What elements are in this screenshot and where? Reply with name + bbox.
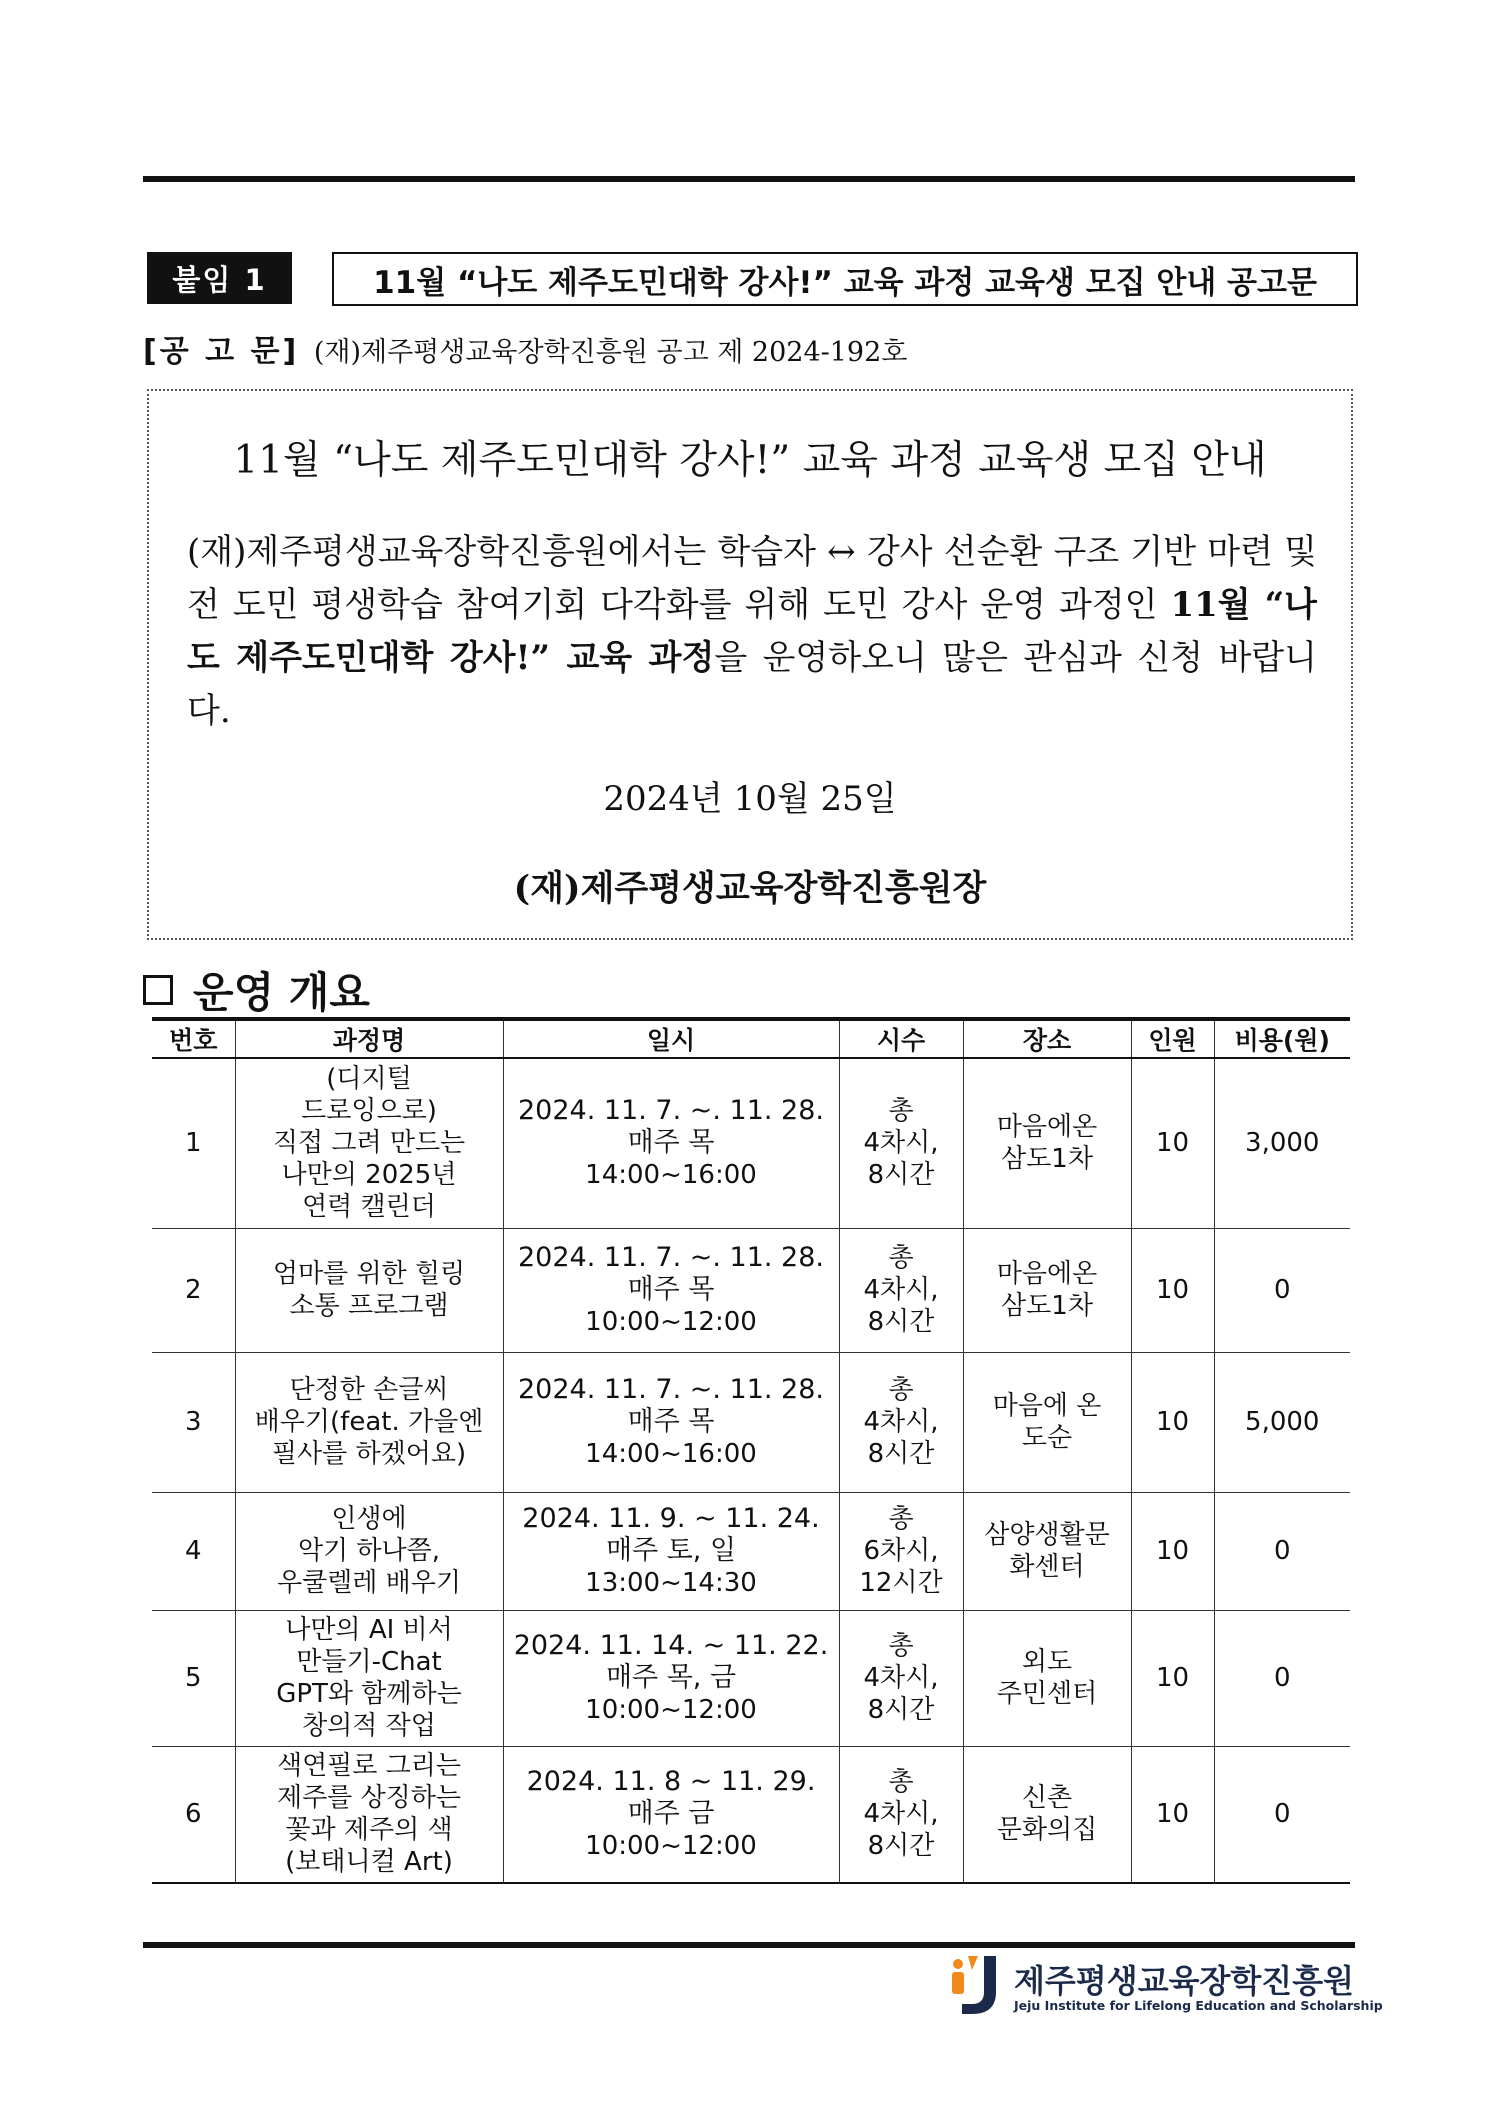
course-table (152, 1017, 1350, 1884)
institute-logo-icon (948, 1952, 1006, 2018)
cell-no: 3 (152, 1352, 235, 1492)
cell-people: 10 (1131, 1058, 1214, 1228)
cell-people: 10 (1131, 1610, 1214, 1746)
table-row (152, 1610, 1350, 1746)
table-row (152, 1492, 1350, 1610)
notice-number: (재)제주평생교육장학진흥원 공고 제 2024-192호 (313, 337, 908, 368)
cell-cost: 0 (1214, 1228, 1350, 1352)
org-logo (948, 1952, 1383, 2022)
date-line-date1: 2024. 11. 14. ~ 11. 22. (513, 1630, 829, 1661)
notice-number-line (143, 326, 907, 370)
cell-place: 외도 주민센터 (963, 1610, 1131, 1746)
cell-hours: 총 4차시, 8시간 (839, 1352, 963, 1492)
cell-hours: 총 4차시, 8시간 (839, 1228, 963, 1352)
attachment-title: 11월 “나도 제주도민대학 강사!” 교육 과정 교육생 모집 안내 공고문 (332, 252, 1358, 306)
cell-hours: 총 4차시, 8시간 (839, 1746, 963, 1883)
bottom-rule (143, 1942, 1355, 1948)
date-line-date2: 매주 목 (627, 1127, 715, 1159)
cell-place: 마음에 온 도순 (963, 1352, 1131, 1492)
cell-date (503, 1610, 839, 1746)
date-line-time: 14:00~16:00 (585, 1160, 757, 1191)
notice-tag: [공 고 문] (143, 334, 300, 369)
date-line-time: 14:00~16:00 (585, 1439, 757, 1469)
date-line-date1: 2024. 11. 7. ~. 11. 28. (518, 1242, 824, 1273)
section-title: 운영 개요 (193, 968, 370, 1017)
cell-name: 색연필로 그리는 제주를 상징하는 꽃과 제주의 색 (보태니컬 Art) (235, 1746, 503, 1883)
cell-cost: 3,000 (1214, 1058, 1350, 1228)
table-row (152, 1228, 1350, 1352)
table-row (152, 1352, 1350, 1492)
header-people: 인원 (1131, 1019, 1214, 1058)
header-date: 일시 (503, 1019, 839, 1058)
cell-no: 2 (152, 1228, 235, 1352)
cell-date (503, 1058, 839, 1228)
announcement-date: 2024년 10월 25일 (603, 779, 897, 819)
body-text-bold: 11월 “나도 제주도민대학 강사!” 교육 과정 (187, 585, 1317, 678)
cell-no: 1 (152, 1058, 235, 1228)
org-name-korean: 제주평생교육장학진흥원 (1014, 1962, 1355, 2000)
cell-cost: 5,000 (1214, 1352, 1350, 1492)
header-place: 장소 (963, 1019, 1131, 1058)
date-line-date2: 매주 목 (627, 1274, 715, 1305)
cell-place: 삼양생활문 화센터 (963, 1492, 1131, 1610)
cell-no: 4 (152, 1492, 235, 1610)
cell-name: (디지털 드로잉으로) 직접 그려 만드는 나만의 2025년 연력 캘린더 (235, 1058, 503, 1228)
top-rule (143, 176, 1355, 182)
date-line-date1: 2024. 11. 7. ~. 11. 28. (518, 1374, 824, 1405)
cell-hours: 총 6차시, 12시간 (839, 1492, 963, 1610)
table-row (152, 1058, 1350, 1228)
section-heading (143, 960, 370, 1020)
cell-place: 마음에온 삼도1차 (963, 1058, 1131, 1228)
cell-date (503, 1746, 839, 1883)
date-line-date1: 2024. 11. 9. ~ 11. 24. (522, 1503, 820, 1534)
table-header-row (152, 1019, 1350, 1058)
date-line-date2: 매주 목, 금 (605, 1662, 737, 1693)
date-line-date1: 2024. 11. 8 ~ 11. 29. (526, 1766, 816, 1798)
date-line-time: 13:00~14:30 (585, 1568, 757, 1598)
cell-no: 5 (152, 1610, 235, 1746)
date-line-date2: 매주 금 (627, 1798, 715, 1830)
cell-date (503, 1492, 839, 1610)
header-no: 번호 (152, 1019, 235, 1058)
announcement-body (187, 526, 1317, 738)
cell-people: 10 (1131, 1352, 1214, 1492)
date-line-date1: 2024. 11. 7. ~. 11. 28. (518, 1095, 824, 1127)
announcement-title: 11월 “나도 제주도민대학 강사!” 교육 과정 교육생 모집 안내 (233, 438, 1267, 483)
cell-cost: 0 (1214, 1610, 1350, 1746)
table-row (152, 1746, 1350, 1883)
date-line-time: 10:00~12:00 (585, 1307, 757, 1337)
announcement-box (147, 389, 1353, 940)
header-cost: 비용(원) (1214, 1019, 1350, 1058)
cell-hours: 총 4차시, 8시간 (839, 1610, 963, 1746)
cell-name: 엄마를 위한 힐링 소통 프로그램 (235, 1228, 503, 1352)
cell-place: 마음에온 삼도1차 (963, 1228, 1131, 1352)
date-line-time: 10:00~12:00 (585, 1831, 757, 1862)
date-line-date2: 매주 토, 일 (605, 1535, 737, 1566)
header-hours: 시수 (839, 1019, 963, 1058)
cell-name: 단정한 손글씨 배우기(feat. 가을엔 필사를 하겠어요) (235, 1352, 503, 1492)
announcement-signature: (재)제주평생교육장학진흥원장 (513, 868, 987, 909)
body-text-before: (재)제주평생교육장학진흥원에서는 학습자 ↔ 강사 선순환 구조 기반 마련 및 전 도민 평생학습 참여기회 다각화를 위해 도민 강사 운영 과정인 (187, 532, 1317, 625)
attachment-badge: 붙임 1 (147, 252, 292, 304)
cell-no: 6 (152, 1746, 235, 1883)
body-text-after: 을 운영하오니 많은 관심과 신청 바랍니다. (187, 638, 1317, 731)
date-line-time: 10:00~12:00 (585, 1695, 757, 1725)
cell-name: 나만의 AI 비서 만들기-Chat GPT와 함께하는 창의적 작업 (235, 1610, 503, 1746)
cell-place: 신촌 문화의집 (963, 1746, 1131, 1883)
cell-cost: 0 (1214, 1746, 1350, 1883)
cell-cost: 0 (1214, 1492, 1350, 1610)
org-name-english: Jeju Institute for Lifelong Education and Scholarship (1014, 1998, 1383, 2013)
cell-people: 10 (1131, 1492, 1214, 1610)
cell-date (503, 1352, 839, 1492)
cell-date (503, 1228, 839, 1352)
date-line-date2: 매주 목 (627, 1406, 715, 1437)
cell-people: 10 (1131, 1228, 1214, 1352)
cell-people: 10 (1131, 1746, 1214, 1883)
checkbox-square-icon (143, 975, 173, 1005)
header-name: 과정명 (235, 1019, 503, 1058)
cell-hours: 총 4차시, 8시간 (839, 1058, 963, 1228)
cell-name: 인생에 악기 하나쯤, 우쿨렐레 배우기 (235, 1492, 503, 1610)
